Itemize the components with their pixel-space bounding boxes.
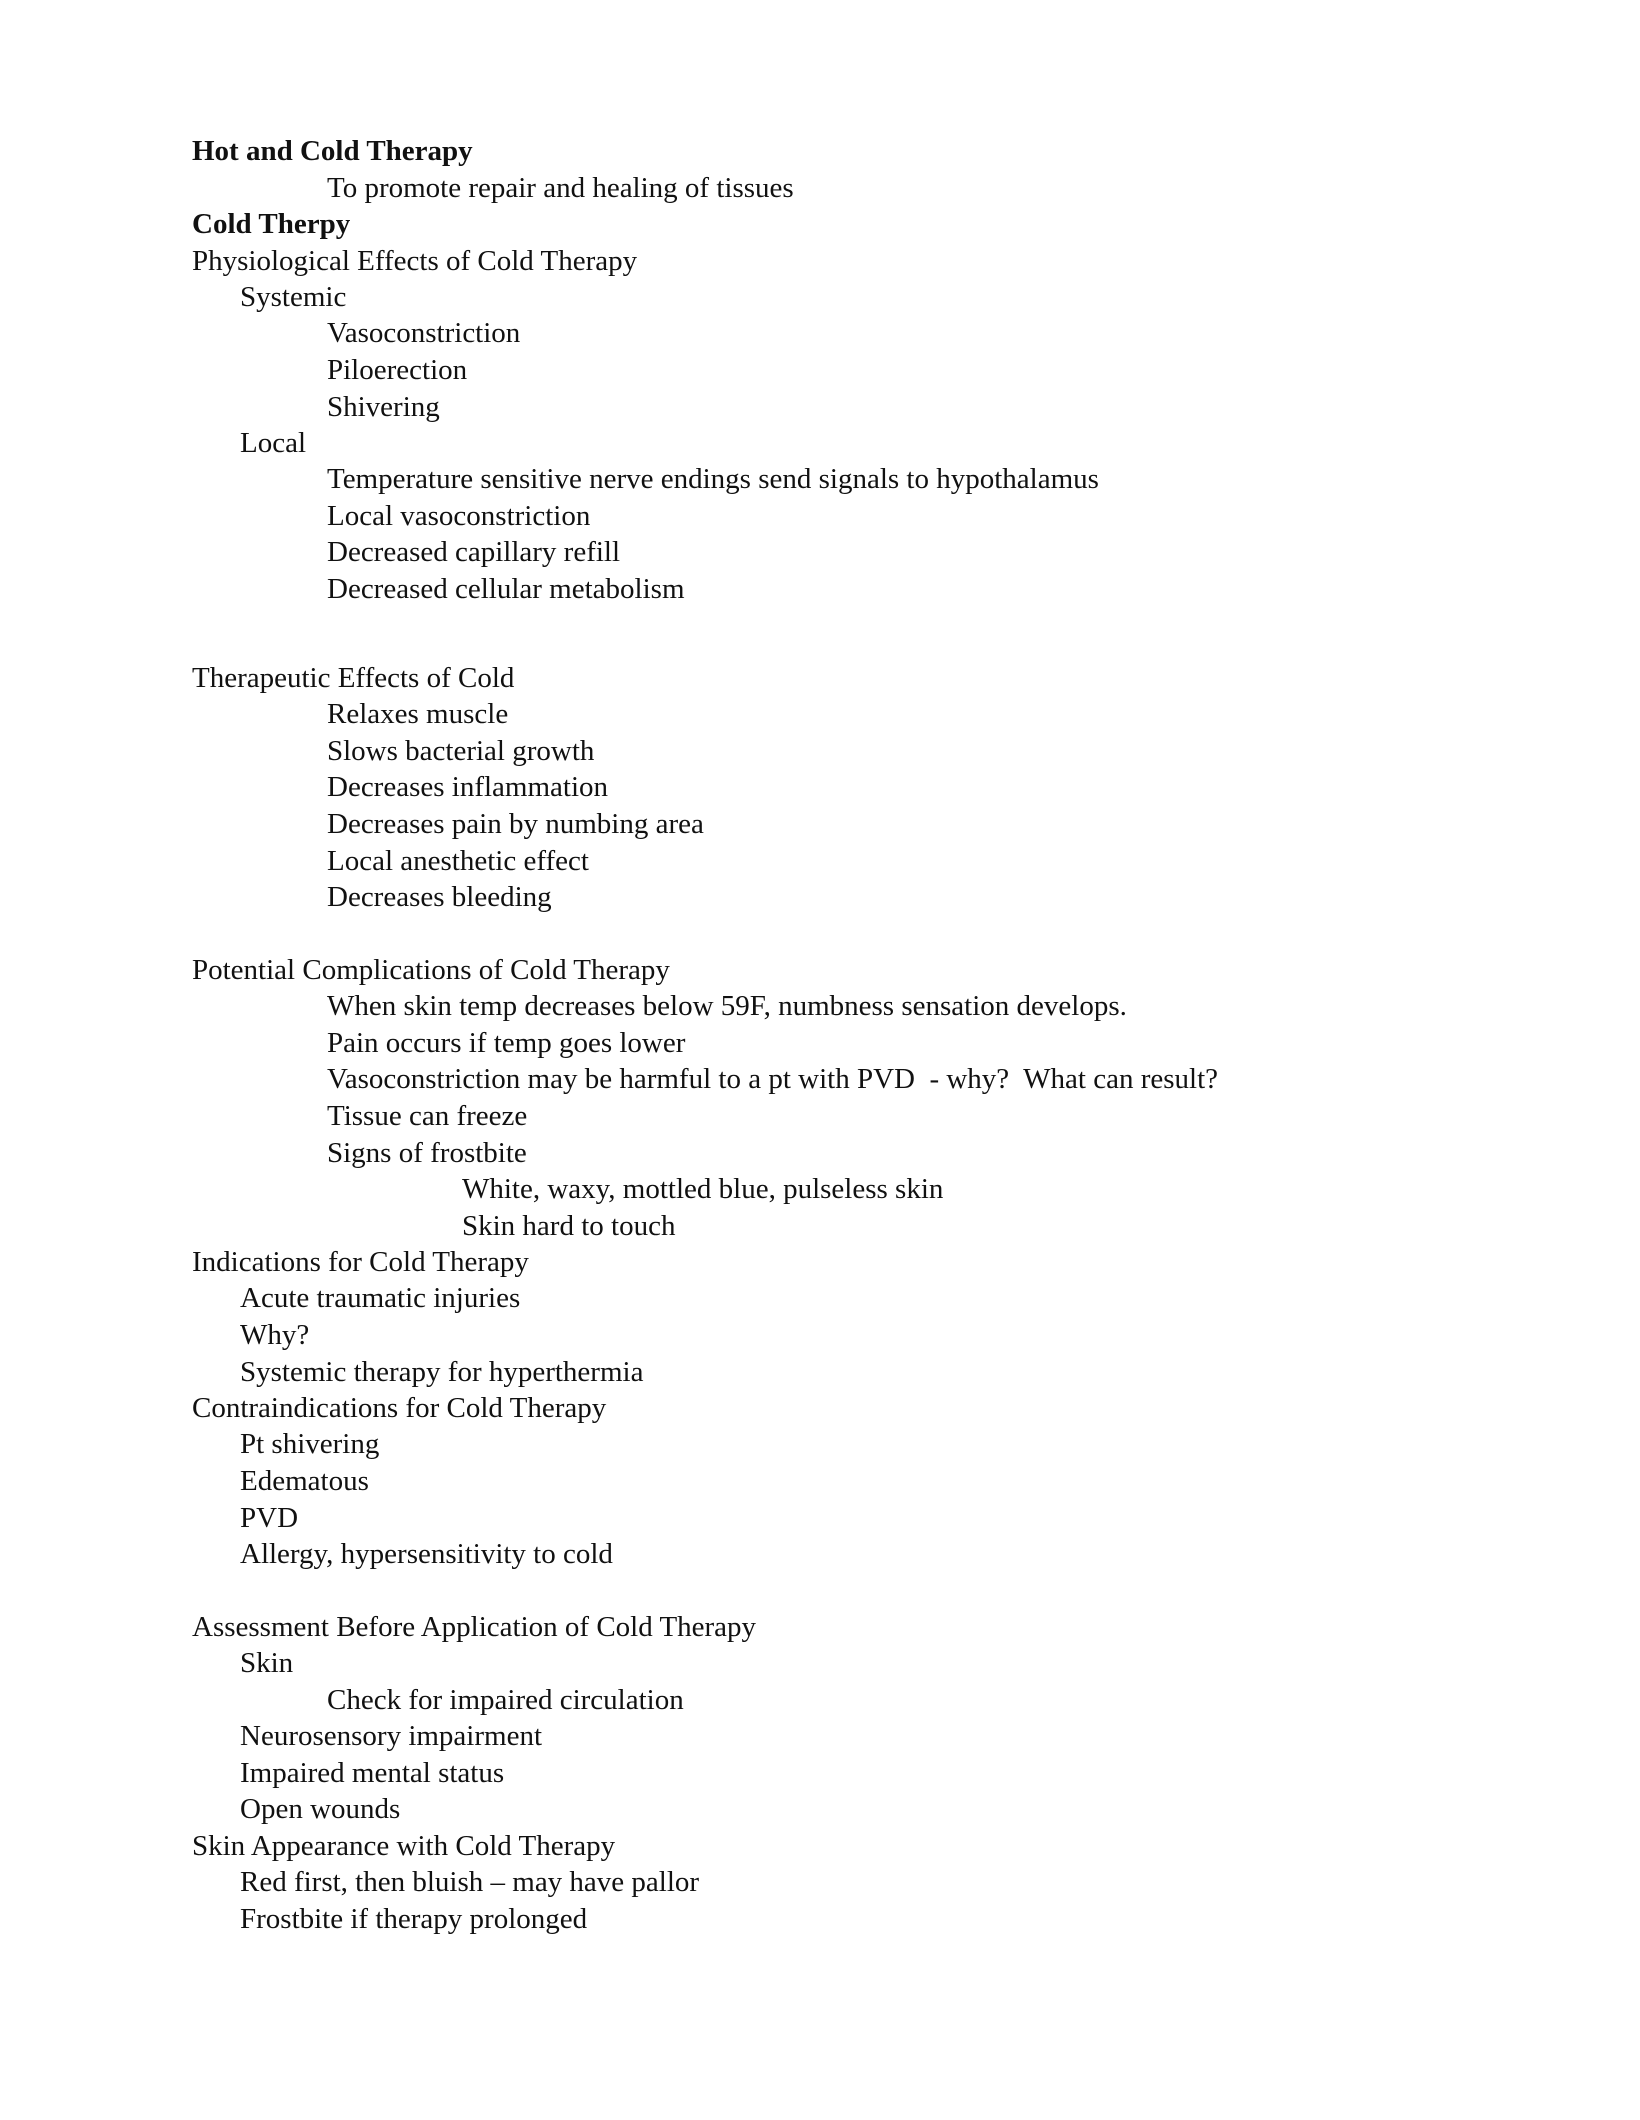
topic-heading: Skin Appearance with Cold Therapy <box>192 1830 616 1862</box>
list-item: Local vasoconstriction <box>327 500 591 532</box>
list-item: Signs of frostbite <box>327 1137 527 1169</box>
list-item: Vasoconstriction may be harmful to a pt with PVD - why? What can result? <box>327 1063 1218 1095</box>
list-item: Piloerection <box>327 354 468 386</box>
list-item: Decreases inflammation <box>327 771 609 803</box>
list-item: Shivering <box>327 391 440 423</box>
subtopic-item: Skin <box>240 1647 294 1679</box>
subtopic-item: Frostbite if therapy prolonged <box>240 1903 588 1935</box>
list-item: Temperature sensitive nerve endings send signals to hypothalamus <box>327 463 1099 495</box>
document-title: Hot and Cold Therapy <box>192 135 473 167</box>
subtopic-item: PVD <box>240 1502 299 1534</box>
topic-heading: Therapeutic Effects of Cold <box>192 662 515 694</box>
subtopic-item: Systemic <box>240 281 347 313</box>
subtopic-item: Allergy, hypersensitivity to cold <box>240 1538 613 1570</box>
list-item: Relaxes muscle <box>327 698 509 730</box>
subtopic-item: Pt shivering <box>240 1428 380 1460</box>
title-subtext: To promote repair and healing of tissues <box>327 172 794 204</box>
list-item: Decreases pain by numbing area <box>327 808 704 840</box>
topic-heading: Indications for Cold Therapy <box>192 1246 529 1278</box>
subtopic-item: Acute traumatic injuries <box>240 1282 521 1314</box>
topic-heading: Contraindications for Cold Therapy <box>192 1392 607 1424</box>
list-item: Decreases bleeding <box>327 881 552 913</box>
topic-heading: Potential Complications of Cold Therapy <box>192 954 670 986</box>
subtopic-item: Edematous <box>240 1465 369 1497</box>
subtopic-item: Neurosensory impairment <box>240 1720 543 1752</box>
list-item: When skin temp decreases below 59F, numbness sensation develops. <box>327 990 1127 1022</box>
list-item: Decreased cellular metabolism <box>327 573 685 605</box>
list-item: Tissue can freeze <box>327 1100 528 1132</box>
list-item: Decreased capillary refill <box>327 536 621 568</box>
subtopic-item: Open wounds <box>240 1793 401 1825</box>
list-item: Pain occurs if temp goes lower <box>327 1027 686 1059</box>
list-item: Slows bacterial growth <box>327 735 595 767</box>
topic-heading: Physiological Effects of Cold Therapy <box>192 245 638 277</box>
list-item: Check for impaired circulation <box>327 1684 684 1716</box>
subtopic-item: Red first, then bluish – may have pallor <box>240 1866 700 1898</box>
nested-list-item: White, waxy, mottled blue, pulseless skin <box>462 1173 944 1205</box>
list-item: Local anesthetic effect <box>327 845 589 877</box>
nested-list-item: Skin hard to touch <box>462 1210 676 1242</box>
subtopic-item: Local <box>240 427 307 459</box>
subtopic-item: Impaired mental status <box>240 1757 505 1789</box>
subtopic-item: Systemic therapy for hyperthermia <box>240 1356 644 1388</box>
topic-heading: Assessment Before Application of Cold Therapy <box>192 1611 757 1643</box>
section-heading: Cold Therpy <box>192 208 351 240</box>
list-item: Vasoconstriction <box>327 317 521 349</box>
subtopic-item: Why? <box>240 1319 310 1351</box>
